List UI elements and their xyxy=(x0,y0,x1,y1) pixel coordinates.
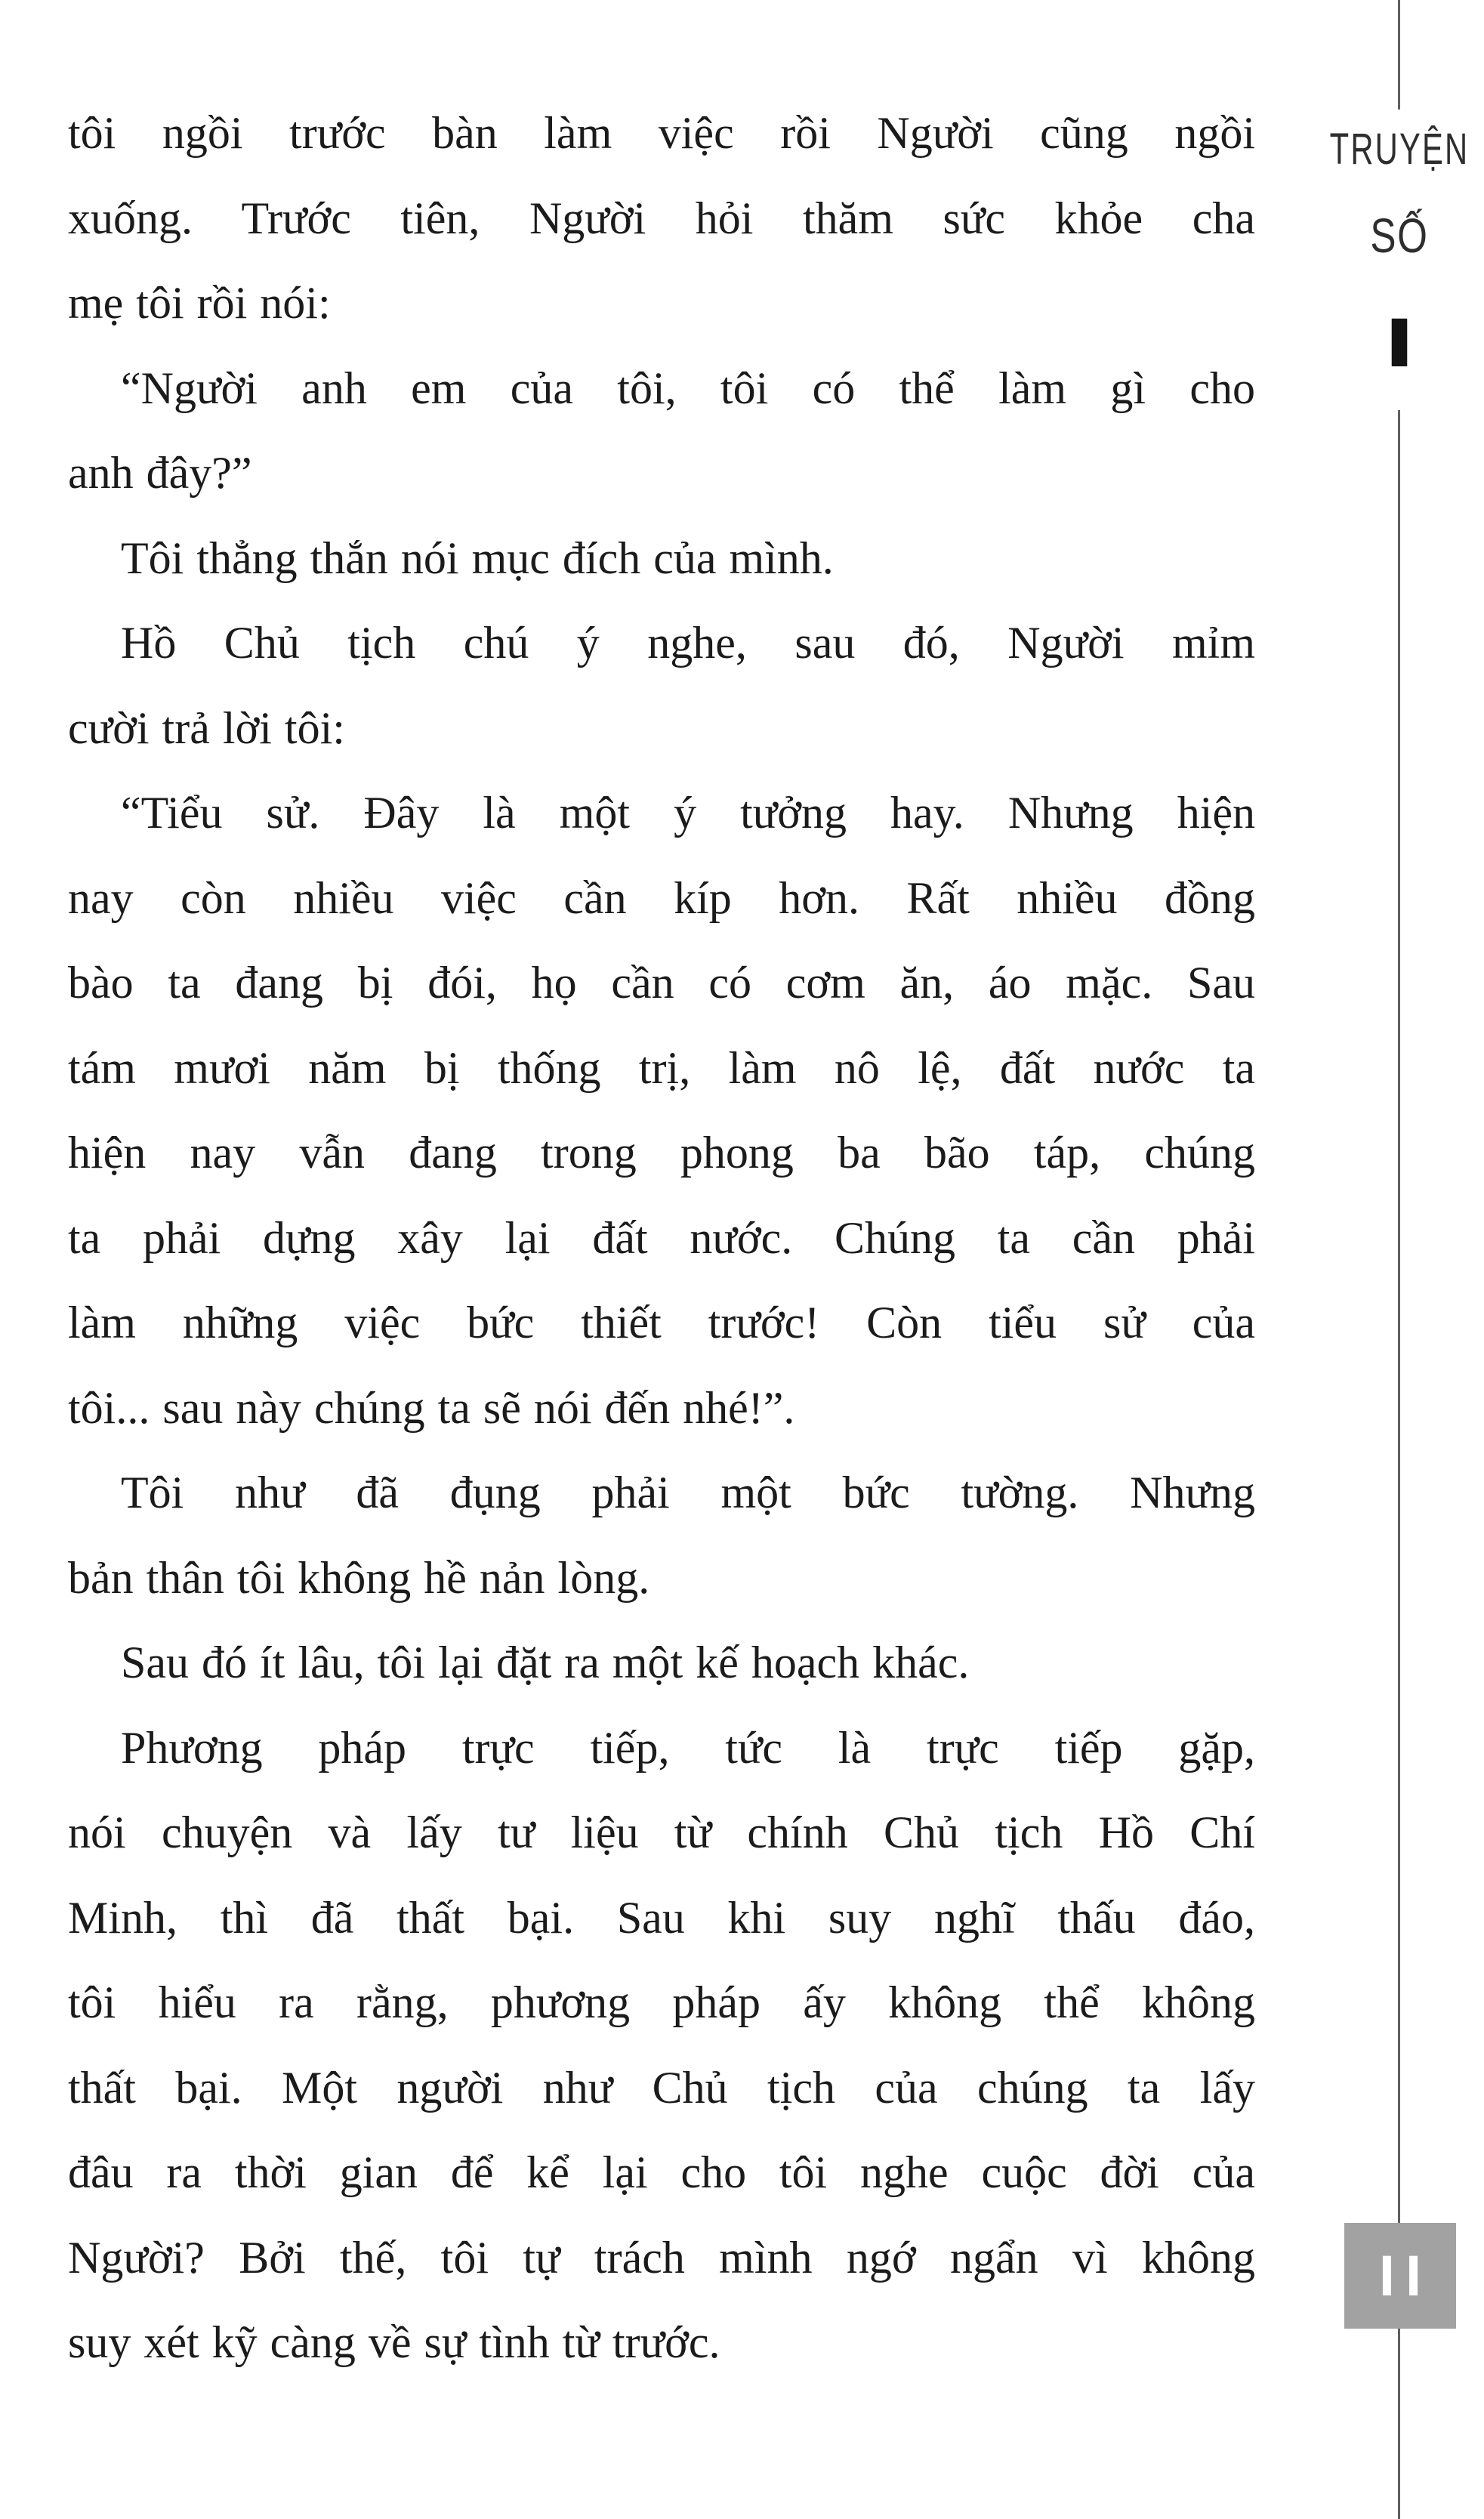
text-line: Người? Bởi thế, tôi tự trách mình ngớ ngẩn vì không xyxy=(68,2232,1255,2283)
text-line: bào ta đang bị đói, họ cần có cơm ăn, áo mặc. Sau xyxy=(68,958,1255,1008)
story-label: TRUYỆN xyxy=(1329,125,1470,174)
text-line: Sau đó ít lâu, tôi lại đặt ra một kế hoạch khác. xyxy=(121,1638,970,1687)
text-line: bản thân tôi không hề nản lòng. xyxy=(68,1552,650,1603)
text-line: hiện nay vẫn đang trong phong ba bão táp, chúng xyxy=(68,1128,1255,1178)
story-number: I xyxy=(1384,304,1415,381)
text-line: tôi ngồi trước bàn làm việc rồi Người cũng ngồi xyxy=(68,108,1255,158)
text-line: nói chuyện và lấy tư liệu từ chính Chủ tịch Hồ Chí xyxy=(68,1807,1255,1857)
text-line: cười trả lời tôi: xyxy=(68,702,345,753)
text-line: Phương pháp trực tiếp, tức là trực tiếp gặp, xyxy=(121,1722,1255,1773)
text-line: tám mươi năm bị thống trị, làm nô lệ, đất nước ta xyxy=(68,1042,1255,1093)
text-line: Tôi thẳng thắn nói mục đích của mình. xyxy=(121,533,834,583)
page-number: II xyxy=(1378,2243,1433,2308)
text-line: Hồ Chủ tịch chú ý nghe, sau đó, Người mỉm xyxy=(121,618,1255,668)
text-line: anh đây?” xyxy=(68,448,252,498)
text-line: suy xét kỹ càng về sự tình từ trước. xyxy=(68,2317,720,2367)
body-text xyxy=(68,91,1255,2385)
text-line: xuống. Trước tiên, Người hỏi thăm sức khỏe cha xyxy=(68,193,1255,243)
text-line: thất bại. Một người như Chủ tịch của chúng ta lấy xyxy=(68,2062,1255,2113)
sidebar-rule-bottom xyxy=(1398,2329,1400,2519)
text-line: mẹ tôi rồi nói: xyxy=(68,278,331,328)
text-line: đâu ra thời gian để kể lại cho tôi nghe cuộc đời của xyxy=(68,2147,1255,2197)
text-line: “Người anh em của tôi, tôi có thể làm gì cho xyxy=(121,363,1255,413)
sidebar-rule-top xyxy=(1398,0,1400,110)
text-line: “Tiểu sử. Đây là một ý tưởng hay. Nhưng hiện xyxy=(121,788,1255,838)
story-number-label: SỐ xyxy=(1370,208,1429,263)
text-line: ta phải dựng xây lại đất nước. Chúng ta cần phải xyxy=(68,1212,1255,1263)
page-number-badge xyxy=(1344,2223,1456,2329)
sidebar-rule-middle xyxy=(1398,410,1400,2223)
text-line: Tôi như đã đụng phải một bức tường. Nhưng xyxy=(121,1468,1255,1517)
text-line: nay còn nhiều việc cần kíp hơn. Rất nhiều đồng xyxy=(68,872,1255,923)
text-line: làm những việc bức thiết trước! Còn tiểu sử của xyxy=(68,1298,1255,1347)
text-line: tôi... sau này chúng ta sẽ nói đến nhé!”. xyxy=(68,1382,795,1433)
text-line: tôi hiểu ra rằng, phương pháp ấy không thể không xyxy=(68,1977,1255,2027)
text-line: Minh, thì đã thất bại. Sau khi suy nghĩ thấu đáo, xyxy=(68,1892,1255,1943)
